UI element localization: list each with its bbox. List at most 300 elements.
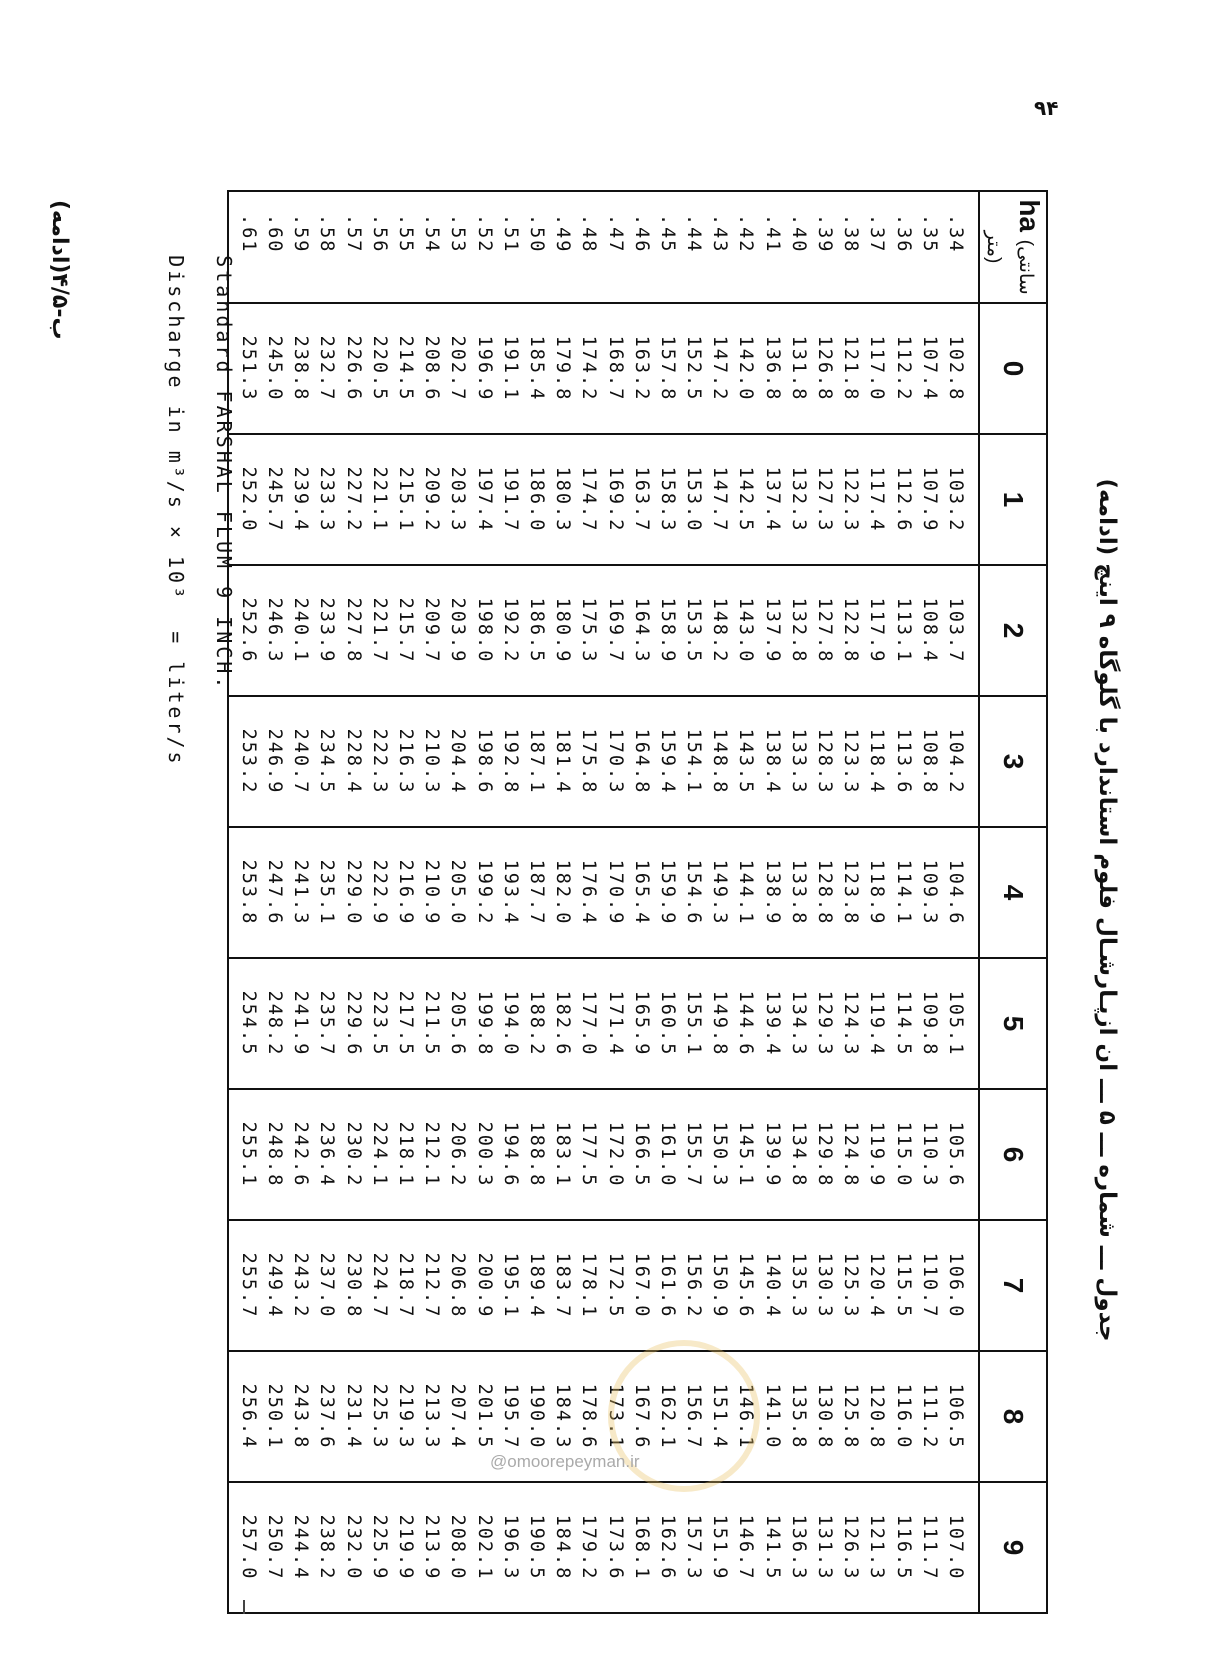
discharge-value: 164.8 xyxy=(630,728,652,795)
discharge-value: 172.5 xyxy=(604,1252,626,1319)
discharge-value: 153.5 xyxy=(683,597,705,664)
discharge-value: 151.4 xyxy=(709,1383,731,1450)
discharge-value: 120.4 xyxy=(866,1252,888,1319)
header-col-6: 6 xyxy=(979,1089,1047,1220)
discharge-value: 253.2 xyxy=(237,728,259,795)
discharge-value: 114.1 xyxy=(892,859,914,926)
discharge-value: 234.5 xyxy=(316,728,338,795)
header-ha xyxy=(979,191,1047,303)
discharge-value: 186.5 xyxy=(526,597,547,664)
header-col-4: 4 xyxy=(979,827,1047,958)
discharge-value: 117.0 xyxy=(866,335,888,402)
discharge-value: 131.3 xyxy=(814,1514,836,1581)
discharge-value: 178.6 xyxy=(578,1383,600,1450)
discharge-value: 191.7 xyxy=(499,466,521,533)
discharge-value: 171.4 xyxy=(604,990,626,1057)
discharge-value: 179.2 xyxy=(578,1514,600,1581)
discharge-value: 245.0 xyxy=(264,335,286,402)
discharge-value: 195.1 xyxy=(499,1252,521,1319)
discharge-value: 127.3 xyxy=(814,466,836,533)
ha-value: .58 xyxy=(316,214,338,254)
discharge-value: 106.5 xyxy=(945,1383,966,1450)
discharge-value: 219.9 xyxy=(395,1514,417,1581)
discharge-value: 199.8 xyxy=(473,990,495,1057)
values-column-7 xyxy=(228,1220,979,1351)
discharge-value: 222.3 xyxy=(368,728,390,795)
discharge-value: 256.4 xyxy=(237,1383,259,1450)
discharge-value: 196.9 xyxy=(473,335,495,402)
discharge-value: 153.0 xyxy=(683,466,705,533)
discharge-value: 217.5 xyxy=(395,990,417,1057)
discharge-value: 216.9 xyxy=(395,859,417,926)
discharge-value: 135.3 xyxy=(787,1252,809,1319)
discharge-value: 215.7 xyxy=(395,597,417,664)
table-header-row xyxy=(979,191,1047,1613)
discharge-value: 216.3 xyxy=(395,728,417,795)
reference-code: ب-۴/۵(ادامه) xyxy=(47,200,72,340)
discharge-value: 146.1 xyxy=(735,1383,757,1450)
discharge-value: 112.6 xyxy=(892,466,914,533)
discharge-value: 141.0 xyxy=(761,1383,783,1450)
discharge-value: 243.2 xyxy=(290,1252,312,1319)
discharge-value: 192.8 xyxy=(499,728,521,795)
discharge-value: 202.7 xyxy=(447,335,469,402)
ha-value: .54 xyxy=(421,214,443,254)
discharge-value: 197.4 xyxy=(473,466,495,533)
discharge-value: 213.9 xyxy=(421,1514,443,1581)
discharge-value: 163.2 xyxy=(630,335,652,402)
ha-column xyxy=(228,191,979,303)
discharge-value: 108.8 xyxy=(918,728,940,795)
discharge-value: 122.8 xyxy=(840,597,862,664)
discharge-value: 224.1 xyxy=(368,1121,390,1188)
watermark-text: @omoorepeyman.ir xyxy=(490,1452,640,1471)
discharge-value: 107.0 xyxy=(945,1514,966,1581)
discharge-value: 119.4 xyxy=(866,990,888,1057)
discharge-value: 104.2 xyxy=(945,728,966,795)
discharge-value: 229.6 xyxy=(342,990,364,1057)
discharge-value: 158.9 xyxy=(656,597,678,664)
discharge-value: 121.3 xyxy=(866,1514,888,1581)
discharge-value: 196.3 xyxy=(499,1514,521,1581)
discharge-value: 160.5 xyxy=(656,990,678,1057)
discharge-value: 175.3 xyxy=(578,597,600,664)
discharge-value: 233.9 xyxy=(316,597,338,664)
discharge-value: 226.6 xyxy=(342,335,364,402)
discharge-value: 138.4 xyxy=(761,728,783,795)
discharge-value: 154.6 xyxy=(683,859,705,926)
discharge-value: 120.8 xyxy=(866,1383,888,1450)
discharge-value: 172.0 xyxy=(604,1121,626,1188)
discharge-value: 227.8 xyxy=(342,597,364,664)
discharge-value: 122.3 xyxy=(840,466,862,533)
discharge-value: 229.0 xyxy=(342,859,364,926)
discharge-value: 195.7 xyxy=(499,1383,521,1450)
discharge-value: 190.5 xyxy=(526,1514,547,1581)
discharge-value: 200.9 xyxy=(473,1252,495,1319)
discharge-value: 188.8 xyxy=(526,1121,547,1188)
discharge-value: 158.3 xyxy=(656,466,678,533)
ha-value: .61 xyxy=(237,214,259,254)
discharge-value: 161.0 xyxy=(656,1121,678,1188)
discharge-value: 125.3 xyxy=(840,1252,862,1319)
discharge-value: 174.7 xyxy=(578,466,600,533)
discharge-value: 152.5 xyxy=(683,335,705,402)
discharge-value: 123.3 xyxy=(840,728,862,795)
discharge-value: 212.1 xyxy=(421,1121,443,1188)
discharge-value: 232.0 xyxy=(342,1514,364,1581)
discharge-value: 233.3 xyxy=(316,466,338,533)
discharge-value: 198.0 xyxy=(473,597,495,664)
discharge-value: 133.3 xyxy=(787,728,809,795)
discharge-value: 169.7 xyxy=(604,597,626,664)
values-column-9 xyxy=(228,1482,979,1613)
discharge-value: 127.8 xyxy=(814,597,836,664)
footer-standard-label: Standard FARSHAL FLUM 9 INCH. xyxy=(212,255,236,692)
discharge-value: 210.3 xyxy=(421,728,443,795)
discharge-value: 231.4 xyxy=(342,1383,364,1450)
header-col-1: 1 xyxy=(979,434,1047,565)
discharge-value: 141.5 xyxy=(761,1514,783,1581)
discharge-value: 103.7 xyxy=(945,597,966,664)
discharge-value: 244.4 xyxy=(290,1514,312,1581)
discharge-value: 211.5 xyxy=(421,990,443,1057)
discharge-value: 250.1 xyxy=(264,1383,286,1450)
discharge-value: 191.1 xyxy=(499,335,521,402)
ha-value: .47 xyxy=(604,214,626,254)
discharge-value: 173.1 xyxy=(604,1383,626,1450)
discharge-value: 145.1 xyxy=(735,1121,757,1188)
discharge-value: 239.4 xyxy=(290,466,312,533)
discharge-value: 248.2 xyxy=(264,990,286,1057)
discharge-value: 146.7 xyxy=(735,1514,757,1581)
discharge-value: 143.5 xyxy=(735,728,757,795)
discharge-value: 165.9 xyxy=(630,990,652,1057)
discharge-value: 246.9 xyxy=(264,728,286,795)
discharge-value: 208.6 xyxy=(421,335,443,402)
discharge-value: 151.9 xyxy=(709,1514,731,1581)
discharge-value: 112.2 xyxy=(892,335,914,402)
values-column-1 xyxy=(228,434,979,565)
ha-value: .42 xyxy=(735,214,757,254)
discharge-value: 110.3 xyxy=(918,1121,940,1188)
ha-value: .56 xyxy=(368,214,390,254)
header-col-8: 8 xyxy=(979,1351,1047,1482)
discharge-value: 255.7 xyxy=(237,1252,259,1319)
discharge-value: 214.5 xyxy=(395,335,417,402)
discharge-value: 180.3 xyxy=(552,466,574,533)
discharge-value: 103.2 xyxy=(945,466,966,533)
discharge-value: 251.3 xyxy=(237,335,259,402)
discharge-value: 114.5 xyxy=(892,990,914,1057)
discharge-value: 123.8 xyxy=(840,859,862,926)
discharge-value: 252.6 xyxy=(237,597,259,664)
ha-value: .38 xyxy=(840,214,862,254)
discharge-value: 118.9 xyxy=(866,859,888,926)
discharge-value: 140.4 xyxy=(761,1252,783,1319)
discharge-value: 175.8 xyxy=(578,728,600,795)
values-column-2 xyxy=(228,565,979,696)
ha-value: .45 xyxy=(656,214,678,254)
ha-value: .53 xyxy=(447,214,469,254)
discharge-value: 168.1 xyxy=(630,1514,652,1581)
discharge-value: 177.5 xyxy=(578,1121,600,1188)
discharge-value: 150.9 xyxy=(709,1252,731,1319)
discharge-value: 134.8 xyxy=(787,1121,809,1188)
discharge-value: 139.9 xyxy=(761,1121,783,1188)
discharge-value: 184.8 xyxy=(552,1514,574,1581)
discharge-value: 155.7 xyxy=(683,1121,705,1188)
discharge-value: 184.3 xyxy=(552,1383,574,1450)
discharge-value: 225.3 xyxy=(368,1383,390,1450)
discharge-value: 113.1 xyxy=(892,597,914,664)
discharge-value: 212.7 xyxy=(421,1252,443,1319)
discharge-value: 185.4 xyxy=(526,335,547,402)
ha-value: .60 xyxy=(264,214,286,254)
discharge-value: 243.8 xyxy=(290,1383,312,1450)
discharge-value: 106.0 xyxy=(945,1252,966,1319)
discharge-value: 144.1 xyxy=(735,859,757,926)
discharge-value: 205.0 xyxy=(447,859,469,926)
discharge-value: 142.0 xyxy=(735,335,757,402)
discharge-value: 207.4 xyxy=(447,1383,469,1450)
ha-value: .35 xyxy=(918,214,940,254)
values-column-6 xyxy=(228,1089,979,1220)
discharge-value: 193.4 xyxy=(499,859,521,926)
table-body-row xyxy=(228,191,979,1613)
discharge-value: 252.0 xyxy=(237,466,259,533)
discharge-value: 183.7 xyxy=(552,1252,574,1319)
discharge-value: 173.6 xyxy=(604,1514,626,1581)
discharge-value: 110.7 xyxy=(918,1252,940,1319)
discharge-value: 131.8 xyxy=(787,335,809,402)
discharge-value: 245.7 xyxy=(264,466,286,533)
discharge-value: 250.7 xyxy=(264,1514,286,1581)
discharge-value: 222.9 xyxy=(368,859,390,926)
discharge-value: 108.4 xyxy=(918,597,940,664)
discharge-value: 194.0 xyxy=(499,990,521,1057)
discharge-value: 187.1 xyxy=(526,728,547,795)
discharge-value: 124.3 xyxy=(840,990,862,1057)
ha-value: .34 xyxy=(945,214,966,254)
discharge-value: 105.1 xyxy=(945,990,966,1057)
discharge-value: 219.3 xyxy=(395,1383,417,1450)
discharge-value: 242.6 xyxy=(290,1121,312,1188)
rotated-page-content xyxy=(0,175,1120,1675)
discharge-value: 125.8 xyxy=(840,1383,862,1450)
values-column-3 xyxy=(228,696,979,827)
discharge-value: 182.6 xyxy=(552,990,574,1057)
ha-value: .51 xyxy=(499,214,521,254)
header-col-7: 7 xyxy=(979,1220,1047,1351)
header-ha-unit: (سانتی متر) xyxy=(983,230,1036,295)
discharge-value: 135.8 xyxy=(787,1383,809,1450)
values-column-4 xyxy=(228,827,979,958)
discharge-value: 156.2 xyxy=(683,1252,705,1319)
discharge-value: 134.3 xyxy=(787,990,809,1057)
discharge-value: 129.8 xyxy=(814,1121,836,1188)
discharge-value: 240.1 xyxy=(290,597,312,664)
ha-value: .44 xyxy=(683,214,705,254)
discharge-value: 126.8 xyxy=(814,335,836,402)
discharge-value: 117.4 xyxy=(866,466,888,533)
discharge-value: 156.7 xyxy=(683,1383,705,1450)
discharge-value: 162.1 xyxy=(656,1383,678,1450)
discharge-value: 161.6 xyxy=(656,1252,678,1319)
discharge-value: 210.9 xyxy=(421,859,443,926)
discharge-value: 203.9 xyxy=(447,597,469,664)
discharge-value: 209.2 xyxy=(421,466,443,533)
discharge-value: 179.8 xyxy=(552,335,574,402)
discharge-value: 188.2 xyxy=(526,990,547,1057)
discharge-value: 221.7 xyxy=(368,597,390,664)
discharge-value: 181.4 xyxy=(552,728,574,795)
footer-discharge-units: Discharge in m³/s × 10³ = liter/s xyxy=(164,255,188,767)
discharge-value: 121.8 xyxy=(840,335,862,402)
discharge-value: 150.3 xyxy=(709,1121,731,1188)
discharge-value: 113.6 xyxy=(892,728,914,795)
discharge-value: 227.2 xyxy=(342,466,364,533)
discharge-value: 137.9 xyxy=(761,597,783,664)
discharge-value: 223.5 xyxy=(368,990,390,1057)
discharge-value: 116.5 xyxy=(892,1514,914,1581)
discharge-value: 130.3 xyxy=(814,1252,836,1319)
discharge-value: 118.4 xyxy=(866,728,888,795)
discharge-value: 107.4 xyxy=(918,335,940,402)
ha-value: .46 xyxy=(630,214,652,254)
header-col-5: 5 xyxy=(979,958,1047,1089)
discharge-value: 170.3 xyxy=(604,728,626,795)
discharge-value: 170.9 xyxy=(604,859,626,926)
discharge-value: 249.4 xyxy=(264,1252,286,1319)
discharge-value: 111.2 xyxy=(918,1383,940,1450)
discharge-value: 205.6 xyxy=(447,990,469,1057)
discharge-value: 206.8 xyxy=(447,1252,469,1319)
discharge-value: 253.8 xyxy=(237,859,259,926)
discharge-value: 218.7 xyxy=(395,1252,417,1319)
discharge-value: 180.9 xyxy=(552,597,574,664)
ha-value: .48 xyxy=(578,214,600,254)
ha-value: .49 xyxy=(552,214,574,254)
header-col-9: 9 xyxy=(979,1482,1047,1613)
discharge-value: 159.9 xyxy=(656,859,678,926)
discharge-value: 102.8 xyxy=(945,335,966,402)
discharge-value: 116.0 xyxy=(892,1383,914,1450)
discharge-value: 105.6 xyxy=(945,1121,966,1188)
discharge-value: 107.9 xyxy=(918,466,940,533)
discharge-value: 104.6 xyxy=(945,859,966,926)
discharge-value: 238.8 xyxy=(290,335,312,402)
page-number: ٩۴ xyxy=(1034,96,1059,120)
discharge-value: 221.1 xyxy=(368,466,390,533)
discharge-value: 257.0 xyxy=(237,1514,259,1581)
discharge-value: 109.3 xyxy=(918,859,940,926)
discharge-value: 167.6 xyxy=(630,1383,652,1450)
discharge-value: 142.5 xyxy=(735,466,757,533)
discharge-value: 126.3 xyxy=(840,1514,862,1581)
ha-value: .37 xyxy=(866,214,888,254)
discharge-value: 209.7 xyxy=(421,597,443,664)
ha-value: .41 xyxy=(761,214,783,254)
discharge-value: 119.9 xyxy=(866,1121,888,1188)
discharge-value: 230.2 xyxy=(342,1121,364,1188)
discharge-value: 183.1 xyxy=(552,1121,574,1188)
discharge-value: 139.4 xyxy=(761,990,783,1057)
discharge-value: 115.5 xyxy=(892,1252,914,1319)
discharge-value: 132.8 xyxy=(787,597,809,664)
table-title: جدول ـــ شماره ـــ ۵ ـــ ان ازپـارشـال فلوم استاندارد با گلوگاه ۹ اینچ (ادامه) xyxy=(1094,478,1120,1342)
discharge-value: 138.9 xyxy=(761,859,783,926)
discharge-value: 137.4 xyxy=(761,466,783,533)
discharge-value: 192.2 xyxy=(499,597,521,664)
discharge-value: 132.3 xyxy=(787,466,809,533)
discharge-value: 176.4 xyxy=(578,859,600,926)
discharge-value: 129.3 xyxy=(814,990,836,1057)
discharge-value: 147.7 xyxy=(709,466,731,533)
discharge-value: 238.2 xyxy=(316,1514,338,1581)
discharge-value: 115.0 xyxy=(892,1121,914,1188)
ha-value: .40 xyxy=(787,214,809,254)
discharge-value: 174.2 xyxy=(578,335,600,402)
discharge-value: 178.1 xyxy=(578,1252,600,1319)
discharge-value: 230.8 xyxy=(342,1252,364,1319)
discharge-value: 200.3 xyxy=(473,1121,495,1188)
discharge-value: 154.1 xyxy=(683,728,705,795)
discharge-value: 215.1 xyxy=(395,466,417,533)
discharge-value: 149.3 xyxy=(709,859,731,926)
discharge-value: 124.8 xyxy=(840,1121,862,1188)
discharge-value: 111.7 xyxy=(918,1514,940,1581)
ha-value: .50 xyxy=(526,214,547,254)
discharge-value: 145.6 xyxy=(735,1252,757,1319)
ha-value: .59 xyxy=(290,214,312,254)
discharge-value: 157.8 xyxy=(656,335,678,402)
discharge-value: 203.3 xyxy=(447,466,469,533)
discharge-value: 254.5 xyxy=(237,990,259,1057)
discharge-value: 177.0 xyxy=(578,990,600,1057)
ha-value: .36 xyxy=(892,214,914,254)
discharge-value: 136.3 xyxy=(787,1514,809,1581)
ha-value: .57 xyxy=(342,214,364,254)
header-col-0: 0 xyxy=(979,303,1047,434)
discharge-value: 236.4 xyxy=(316,1121,338,1188)
discharge-value: 149.8 xyxy=(709,990,731,1057)
discharge-value: 166.5 xyxy=(630,1121,652,1188)
discharge-value: 162.6 xyxy=(656,1514,678,1581)
discharge-value: 237.6 xyxy=(316,1383,338,1450)
discharge-value: 169.2 xyxy=(604,466,626,533)
discharge-value: 167.0 xyxy=(630,1252,652,1319)
discharge-value: 189.4 xyxy=(526,1252,547,1319)
discharge-value: 155.1 xyxy=(683,990,705,1057)
discharge-value: 255.1 xyxy=(237,1121,259,1188)
discharge-value: 165.4 xyxy=(630,859,652,926)
discharge-value: 237.0 xyxy=(316,1252,338,1319)
discharge-value: 204.4 xyxy=(447,728,469,795)
discharge-value: 199.2 xyxy=(473,859,495,926)
discharge-value: 163.7 xyxy=(630,466,652,533)
discharge-value: 232.7 xyxy=(316,335,338,402)
discharge-value: 168.7 xyxy=(604,335,626,402)
discharge-value: 224.7 xyxy=(368,1252,390,1319)
discharge-value: 143.0 xyxy=(735,597,757,664)
discharge-value: 206.2 xyxy=(447,1121,469,1188)
discharge-value: 128.3 xyxy=(814,728,836,795)
discharge-value: 235.1 xyxy=(316,859,338,926)
ha-value: .39 xyxy=(814,214,836,254)
values-column-0 xyxy=(228,303,979,434)
discharge-value: 247.6 xyxy=(264,859,286,926)
